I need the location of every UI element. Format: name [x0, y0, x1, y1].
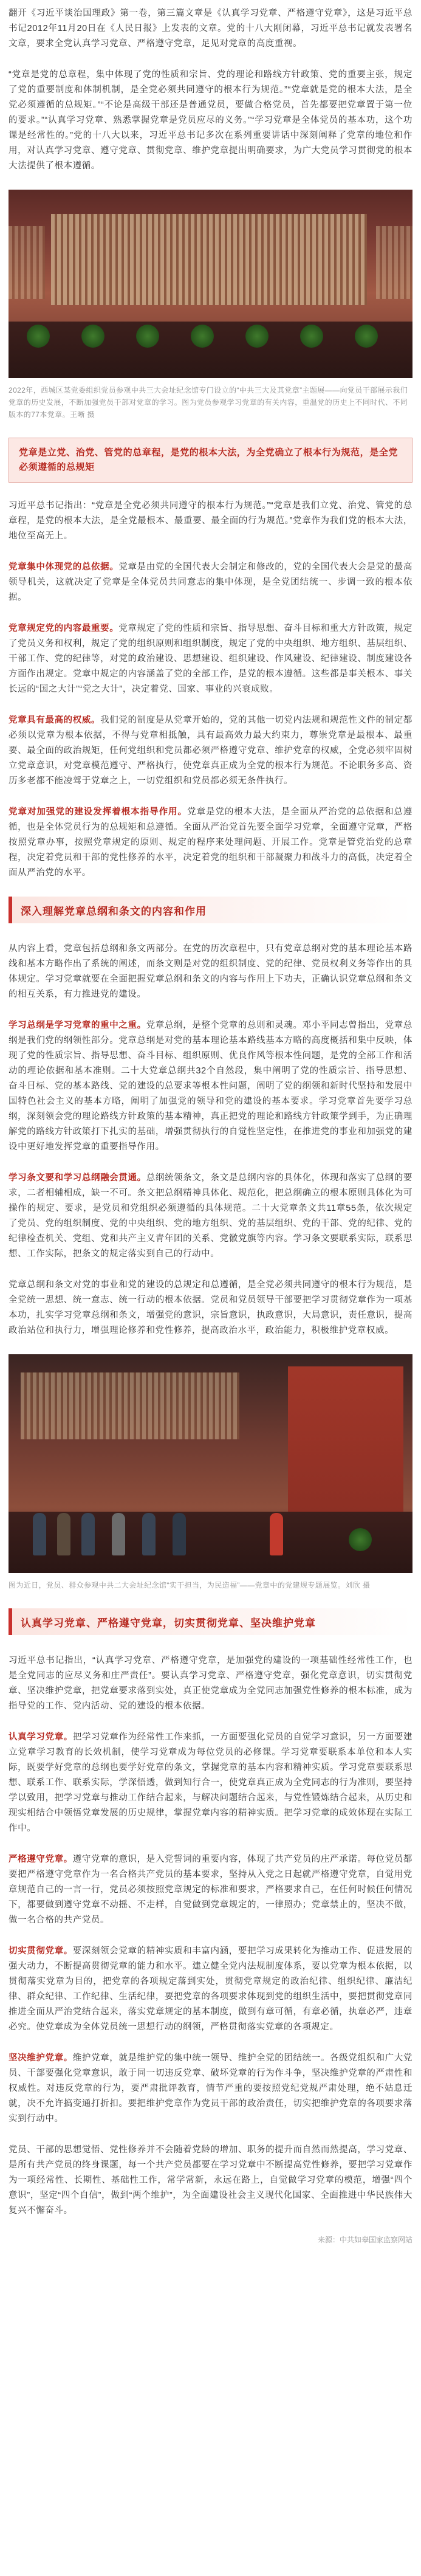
paragraph-4: [9, 560, 412, 605]
paragraph-13-lead: 认真学习党章。: [9, 1732, 73, 1742]
paragraph-6-text: 我们党的制度是从党章开始的，党的其他一切党内法规和规范性文件的制定都必须以党章为根本依据，不得与党章相抵触，具有最高效力最大约束力，尊崇党章是最根本、最重要、最全面的政治规矩，任何党组织和党员都必须严格遵守党章、维护党章的权威，全党必须牢固树立党章意识，对党章模范遵守、严格执行，使党章真正成为全党的根本行为规范。不论职务多高、资历多老都不能凌驾于党章之上，一切党组织和党员都必须无条件执行。: [9, 715, 412, 786]
paragraph-4-lead: 党章集中体现党的总依据。: [9, 562, 119, 572]
paragraph-4-text: 党章是由党的全国代表大会制定和修改的，党的全国代表大会是党的最高领导机关，这就决定了党章是全体党员共同意志的集中体现，是全党团结统一、步调一致的根本依据。: [9, 562, 412, 602]
paragraph-3: 习近平总书记指出：“党章是全党必须共同遵守的根本行为规范。”“党章是我们立党、治党、管党的总章程，是党的根本大法，是全党最根本、最重要、最全面的行为规范。”党章作为我们党的根本大法，地位至高无上。: [9, 501, 412, 541]
section-2-header: [9, 1608, 412, 1635]
paragraph-15-lead: 切实贯彻党章。: [9, 1946, 73, 1956]
paragraph-5: [9, 621, 412, 697]
paragraph-9-lead: 学习总纲是学习党章的重中之重。: [9, 1021, 146, 1030]
paragraph-7: [9, 805, 412, 881]
paragraph-14-text: 遵守党章的意识，是入党誓词的重要内容，体现了共产党员的庄严承诺。每位党员都要把严格遵守党章作为一名合格共产党员的基本要求，坚持从入党之日起就严格遵守党章，自觉用党章规范自己的一言一行，党员必须按照党章规定的标准和要求，严格要求自己，在任何时候任何情况下，都要做到遵守党章不动摇、不走样，自觉做到党章规定的，一律照办；党章禁止的，坚决不做，做一名合格的共产党员。: [9, 1855, 412, 1925]
photo-visitors: [9, 1354, 412, 1573]
paragraph-6-lead: 党章具有最高的权威。: [9, 715, 101, 725]
paragraph-5-lead: 党章规定党的内容最重要。: [9, 624, 119, 633]
paragraph-7-lead: 党章对加强党的建设发挥着根本指导作用。: [9, 807, 187, 817]
paragraph-15-text: 要深刻领会党章的精神实质和丰富内涵，要把学习成果转化为推动工作、促进发展的强大动力，不断提高贯彻党章的能力和水平。建立健全党内法规制度体系，要以党章为根本依据，以贯彻落实党章为目的，把党章的各项规定落到实处，贯彻党章规定的政治纪律、组织纪律、廉洁纪律、群众纪律、工作纪律、生活纪律，要把党章的各项要求体现到党的组织生活中，要把贯彻党章同推进全面从严治党结合起来，落实党章规定的基本制度，做到有章可循，有章必循，执章必严，违章必究。使党章成为全体党员统一思想行动的纲领，严格贯彻落实党章的各项规定。: [9, 1946, 412, 2032]
paragraph-10-lead: 学习条文要和学习总纲融会贯通。: [9, 1173, 146, 1183]
paragraph-8: 从内容上看，党章包括总纲和条文两部分。在党的历次章程中，只有党章总纲对党的基本理论基本路线和基本方略作出了系统的阐述，而条文则是对党的组织制度、党的纪律、党员权利义务等作出的具体规定。学习党章就要在全面把握党章总纲和条文的内容与作用上下功夫，正确认识党章总纲和条文的相互关系，有力推进党的建设。: [9, 944, 412, 999]
paragraph-14: [9, 1852, 412, 1928]
photo-2-caption: 图为近日，党员、群众参观中共二大会址纪念馆“实干担当，为民造福”——党章中的党建规专题展览。刘欣 摄: [9, 1581, 371, 1589]
footer-source: 来源：中共如皋国家监察网站: [317, 2236, 412, 2244]
paragraph-12: 习近平总书记指出，“认真学习党章、严格遵守党章，是加强党的建设的一项基础性经常性工作，也是全党同志的应尽义务和庄严责任”。要认真学习党章、严格遵守党章，强化党章意识，切实贯彻党章、坚决维护党章，把党章要求落到实处，真正使党章成为全党同志加强党性修养的根本标准，成为指导党的工作、党内活动、党的建设的根本依据。: [9, 1656, 412, 1711]
paragraph-9: [9, 1018, 412, 1155]
paragraph-13-text: 把学习党章作为经常性工作来抓，一方面要强化党员的自觉学习意识，另一方面要建立党章学习教育的长效机制，使学习党章成为每位党员的必修课。学习党章要联系本单位和本人实际，既要学好党章的总纲也要学好党章的条文，掌握党章的基本内容和精神实质。学习党章要联系思想、联系工作、联系实际，学深悟透，做到知行合一，使党章真正成为全党同志的行为准则，要坚持学以致用，把学习党章与推动工作结合起来，与解决问题结合起来，与党性锻炼结合起来，从历史和现实相结合中领悟党章发展的历史规律，掌握党章内容的精神实质。把学习党章的成效体现在实际工作中。: [9, 1732, 412, 1833]
paragraph-7-text: 党章是党的根本大法，是全面从严治党的总依据和总遵循，也是全体党员行为的总规矩和总遵循。全面从严治党首先要全面学习党章，全面遵守党章，严格按照党章办事，按照党章规定的原则、规定的程序来处理问题、开展工作。党章是管党治党的总章程，决定着党员和干部的党性修养的水平，决定着党的组织和干部凝聚力和战斗力的高低，决定着全面从严治党的水平。: [9, 807, 412, 878]
section-1-title: 深入理解党章总纲和条文的内容和作用: [21, 906, 207, 917]
paragraph-15: [9, 1944, 412, 2035]
paragraph-13: [9, 1730, 412, 1836]
photo-1-caption: 2022年，西城区某党委组织党员参观中共三大会址纪念馆专门设立的“中共三大及其党章”主题展——向党员干部展示我们党章的历史发展，不断加强党员干部对党章的学习。图为党员参观学习党章的有关内容，重温党的历史上不同时代、不同版本的77本党章。王晰 摄: [9, 386, 408, 419]
section-1-header: [9, 897, 412, 923]
paragraph-10-text: 总纲统领条文，条文是总纲内容的具体化，体现和落实了总纲的要求，二者相辅相成，缺一不可。条文把总纲精神具体化、规范化，把总纲确立的根本原则具体化为可操作的规定、要求，是党员和党组织必须遵循的具体规范。二十大党章条文共11章55条，依次规定了党员、党的组织制度、党的中央组织、党的地方组织、党的基层组织、党的干部、党的纪律、党的纪律检查机关、党组、党和共产主义青年团的关系、党徽党旗等内容。学习条文要联系实际，联系思想、工作实际，把条文的规定落实到自己的行动中。: [9, 1173, 413, 1259]
intro-paragraph: 翻开《习近平谈治国理政》第一卷，第三篇文章是《认真学习党章、严格遵守党章》，这是习近平总书记2012年11月20日在《人民日报》上发表的文章。党的十八大刚闭幕，习近平总书记就发表署名文章，要求全党认真学习党章、严格遵守党章，足见对党章的高度重视。: [9, 9, 412, 49]
paragraph-5-text: 党章规定了党的性质和宗旨、指导思想、奋斗目标和重大方针政策，规定了党员义务和权利，规定了党的组织原则和组织制度，规定了党的中央组织、地方组织、基层组织、干部工作、党的纪律等，对党的政治建设、思想建设、组织建设、作风建设、纪律建设、制度建设各方面作出规定。党章中规定的内容涵盖了党的全部工作，是党的根本遵循。这些都是事关根本、事关长远的“国之大计”“党之大计”，决定着党、国家、事业的兴衰成败。: [9, 624, 412, 694]
paragraph-11: 党章总纲和条文对党的事业和党的建设的总规定和总遵循，是全党必须共同遵守的根本行为规范，是全党统一思想、统一意志、统一行动的根本依据。党员和党员领导干部要把学习贯彻党章作为一项基本功，扎实学习党章总纲和条文，增强党的意识，宗旨意识，执政意识，大局意识，责任意识，提高政治站位和执行力，增强理论修养和党性修养，提高政治水平，政治能力，积极维护党章权威。: [9, 1280, 412, 1335]
paragraph-9-text: 党章总纲，是整个党章的总则和灵魂。邓小平同志曾指出，党章总纲是我们党的纲领性部分。党章总纲是对党的基本理论基本路线基本方略的高度概括和集中反映，体现了党的性质宗旨、指导思想、奋斗目标、组织原则、优良作风等根本性问题，是党的全部工作和活动的理论依据和基本准则。二十大党章总纲共32个自然段，集中阐明了党的性质宗旨、指导思想、奋斗目标、党的基本路线、党的建设的总要求等根本性问题，阐明了党的纲领和新时代坚持和发展中国特色社会主义的基本方略，阐明了加强党的领导和党的建设的基本要求。学习党章首先要学习总纲，深刻领会党的理论路线方针政策的基本精神，真正把党的理论和路线方针政策学到手，为正确理解党的路线方针政策打下扎实的基础，增强贯彻执行的自觉性坚定性，在推进党的事业和加强党的建设中更好地发挥党章的重要指导作用。: [9, 1021, 413, 1152]
paragraph-10: [9, 1171, 412, 1262]
paragraph-17: 党员、干部的思想觉悟、党性修养并不会随着党龄的增加、职务的提升而自然而然提高，学习党章、是所有共产党员的终身课题，每一个共产党员都要在学习党章中不断提高党性修养，要把学习党章作为一项经常性、长期性、基础性工作，常学常新，永远在路上，自觉做学习党章的模范，增强“四个意识”，坚定“四个自信”，做到“两个维护”，为全面建设社会主义现代化国家、全面推进中华民族伟大复兴不懈奋斗。: [9, 2145, 412, 2216]
paragraph-16-lead: 坚决维护党章。: [9, 2053, 73, 2063]
paragraph-2: “党章是党的总章程，集中体现了党的性质和宗旨、党的理论和路线方针政策、党的重要主张，规定了党的重要制度和体制机制，是全党必须共同遵守的根本行为规范。”“党章就是党的根本大法，是全党必须遵循的总规矩。”“不论是高级干部还是普通党员，要做合格党员，首先都要把党章置于第一位的要求。”“认真学习党章、熟悉掌握党章是党员应尽的义务。”“学习党章是全体党员的基本功，这个功课是经常性的。”党的十八大以来，习近平总书记多次在系列重要讲话中深刻阐释了党章的地位和作用，对认真学习党章、遵守党章、贯彻党章、维护党章提出明确要求，为广大党员学习贯彻党的根本大法提供了根本遵循。: [9, 70, 412, 171]
paragraph-6: [9, 713, 412, 789]
photo-exhibition-hall: [9, 190, 412, 378]
section-2-title: 认真学习党章、严格遵守党章，切实贯彻党章、坚决维护党章: [21, 1617, 316, 1629]
paragraph-16: [9, 2051, 412, 2127]
paragraph-16-text: 维护党章，就是维护党的集中统一领导、维护全党的团结统一。各级党组织和广大党员、干部要强化党章意识，敢于同一切违反党章、破坏党章的行为作斗争，坚决维护党章的严肃性和权威性。对违反党章的行为，要严肃批评教育，情节严重的要按照党纪党规严肃处理，绝不姑息迁就，决不允许搞变通打折扣。要把维护党章作为党员干部的政治责任，切实把维护党章的各项要求落实到行动中。: [9, 2053, 412, 2124]
paragraph-14-lead: 严格遵守党章。: [9, 1855, 73, 1864]
highlight-1: 党章是立党、治党、管党的总章程，是党的根本大法，为全党确立了根本行为规范，是全党必须遵循的总规矩: [9, 438, 412, 483]
